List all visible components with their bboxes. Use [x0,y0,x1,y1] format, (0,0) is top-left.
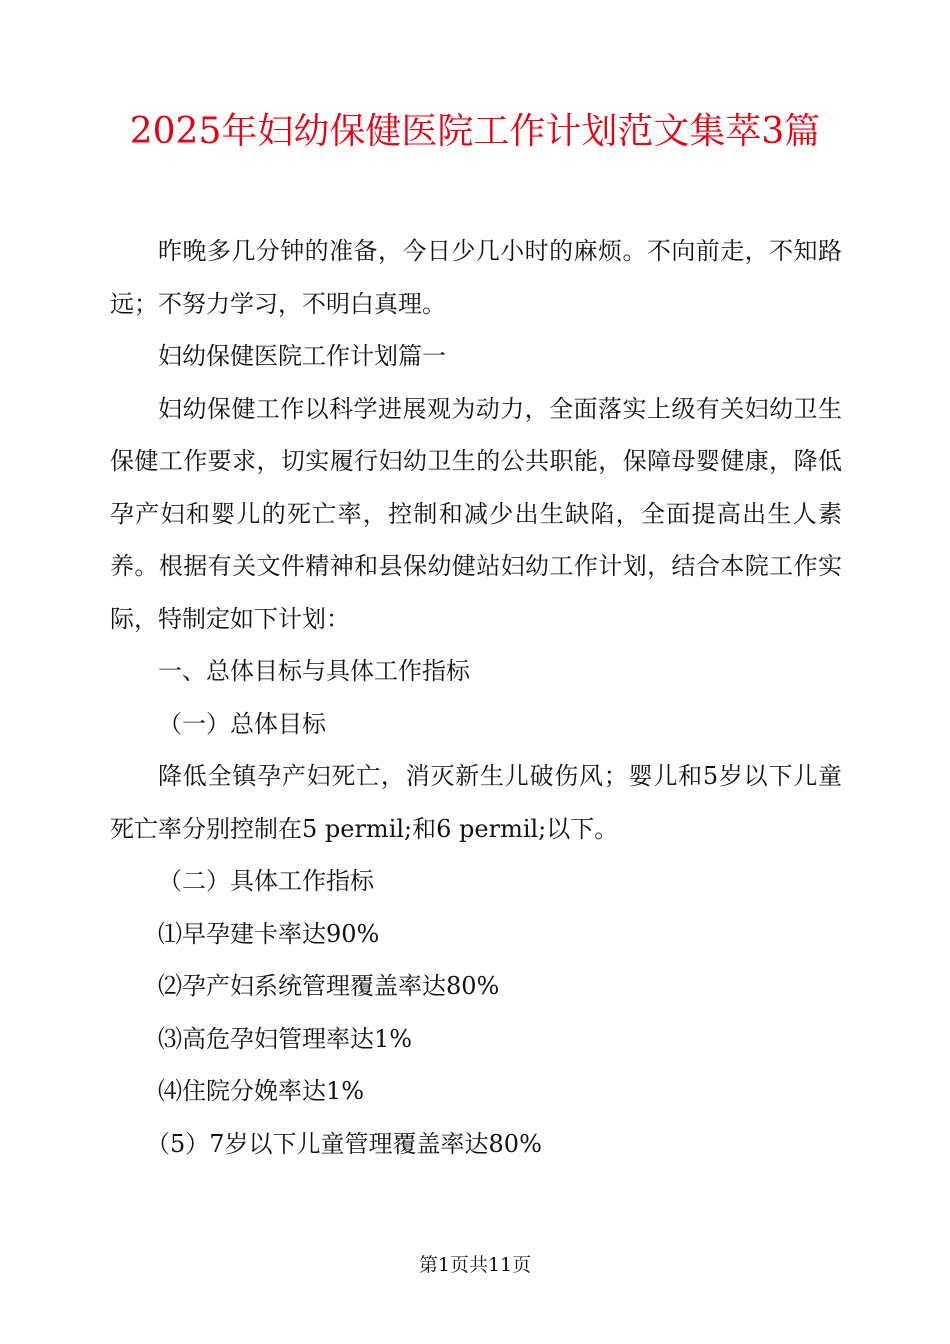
body-paragraph: 降低全镇孕产妇死亡，消灭新生儿破伤风；婴儿和5岁以下儿童死亡率分别控制在5 permil;和6 permil;以下。 [110,762,842,843]
page-title: 2025年妇幼保健医院工作计划范文集萃3篇 [129,111,821,152]
body-paragraph: 妇幼保健工作以科学进展观为动力，全面落实上级有关妇幼卫生保健工作要求，切实履行妇幼卫生的公共职能，保障母婴健康，降低孕产妇和婴儿的死亡率，控制和减少出生缺陷，全面提高出生人素养。根据有关文件精神和县保幼健站妇幼工作计划，结合本院工作实际，特制定如下计划： [110,394,842,633]
intro-paragraph: 昨晚多几分钟的准备，今日少几小时的麻烦。不向前走，不知路远；不努力学习，不明白真理。 [110,237,842,318]
list-item: ⑴早孕建卡率达90% [158,919,380,948]
list-item: ⑵孕产妇系统管理覆盖率达80% [158,972,500,1000]
subsection-heading: （一）总体目标 [158,709,326,738]
list-item: ⑷住院分娩率达1% [158,1077,365,1105]
subsection-heading: （二）具体工作指标 [158,867,374,895]
page-footer: 第1页共11页 [418,1254,532,1276]
document-body [110,225,842,1170]
list-item: ⑶高危孕妇管理率达1% [158,1024,413,1053]
section-heading: 妇幼保健医院工作计划篇一 [158,342,446,370]
subsection-heading: 一、总体目标与具体工作指标 [158,657,470,685]
list-item: （5）7岁以下儿童管理覆盖率达80% [146,1129,542,1158]
